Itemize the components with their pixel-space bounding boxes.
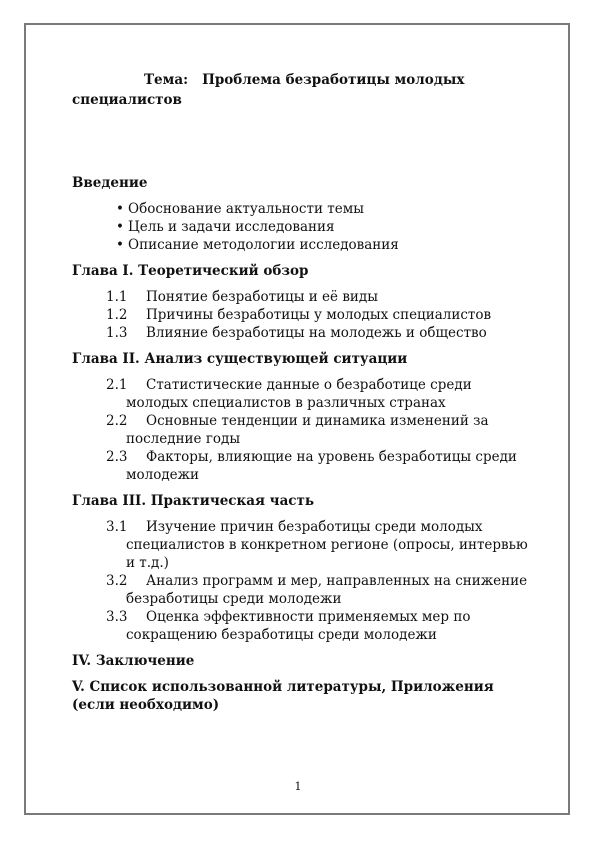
list-item: 2.2 Основные тенденции и динамика изменений за последние годы bbox=[106, 413, 489, 447]
document-title bbox=[72, 70, 532, 110]
list-item: 3.2 Анализ программ и мер, направленных на снижение безработицы среди молодежи bbox=[106, 573, 528, 607]
bullet-icon: • bbox=[116, 201, 124, 217]
chapter1-list bbox=[72, 288, 532, 342]
list-item: 1.1 Понятие безработицы и её виды bbox=[106, 289, 378, 305]
list-item: • Описание методологии исследования bbox=[116, 237, 399, 253]
document-body bbox=[72, 70, 532, 714]
chapter3-heading: Глава III. Практическая часть bbox=[72, 493, 315, 509]
references-heading: V. Список использованной литературы, Приложения (если необходимо) bbox=[72, 679, 494, 713]
list-item: 3.1 Изучение причин безработицы среди молодых специалистов в конкретном регионе (опросы, интервью и т.д.) bbox=[106, 519, 528, 571]
intro-heading: Введение bbox=[72, 175, 148, 191]
intro-list bbox=[72, 200, 532, 254]
list-item: 3.3 Оценка эффективности применяемых мер по сокращению безработицы среди молодежи bbox=[106, 609, 471, 643]
list-item: 1.3 Влияние безработицы на молодежь и общество bbox=[106, 325, 487, 341]
list-item: • Обоснование актуальности темы bbox=[116, 201, 364, 217]
chapter1-heading: Глава I. Теоретический обзор bbox=[72, 263, 309, 279]
conclusion-heading: IV. Заключение bbox=[72, 653, 195, 669]
list-item: • Цель и задачи исследования bbox=[116, 219, 335, 235]
title-continuation: специалистов bbox=[72, 92, 182, 108]
bullet-icon: • bbox=[116, 219, 124, 235]
list-item: 2.3 Факторы, влияющие на уровень безработицы среди молодежи bbox=[106, 449, 517, 483]
chapter2-list bbox=[72, 376, 532, 484]
page-number: 1 bbox=[294, 780, 302, 793]
list-item: 2.1 Статистические данные о безработице среди молодых специалистов в различных странах bbox=[106, 377, 472, 411]
title-main: Проблема безработицы молодых bbox=[202, 72, 465, 88]
bullet-icon: • bbox=[116, 237, 124, 253]
chapter3-list bbox=[72, 518, 532, 644]
title-prefix: Тема: bbox=[144, 72, 189, 88]
chapter2-heading: Глава II. Анализ существующей ситуации bbox=[72, 351, 408, 367]
list-item: 1.2 Причины безработицы у молодых специалистов bbox=[106, 307, 492, 323]
